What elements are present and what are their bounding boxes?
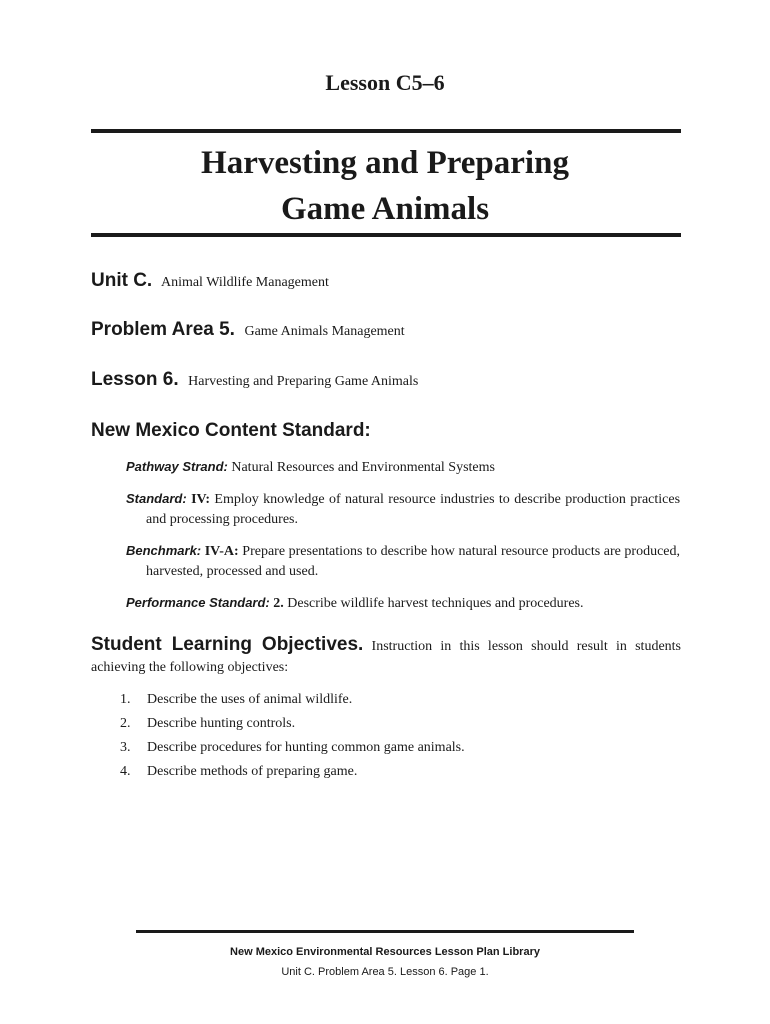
list-item-text: Describe hunting controls. bbox=[147, 716, 296, 731]
benchmark-item bbox=[126, 541, 680, 582]
unit-row bbox=[91, 270, 329, 292]
objectives-intro bbox=[91, 634, 681, 678]
unit-value: Animal Wildlife Management bbox=[160, 275, 329, 290]
title-bottom-rule bbox=[91, 233, 681, 237]
benchmark-value: Prepare presentations to describe how natural resource products are produced, harvested, processed and used. bbox=[146, 544, 681, 579]
title-line-2: Game Animals bbox=[280, 191, 490, 227]
benchmark-label: Benchmark: bbox=[126, 543, 202, 558]
list-item-text: Describe procedures for hunting common game animals. bbox=[147, 740, 465, 755]
standard-value: Employ knowledge of natural resource industries to describe production practices and processing procedures. bbox=[146, 492, 681, 527]
objectives-intro-text: Instruction in this lesson should result in students achieving the following objectives: bbox=[91, 639, 682, 675]
list-item bbox=[120, 736, 465, 760]
performance-value: Describe wildlife harvest techniques and procedures. bbox=[287, 596, 584, 611]
pathway-value: Natural Resources and Environmental Systems bbox=[231, 460, 495, 475]
title-top-rule bbox=[91, 129, 681, 133]
title-line-1: Harvesting and Preparing bbox=[201, 145, 569, 181]
problem-area-row bbox=[91, 319, 405, 341]
unit-label: Unit C. bbox=[91, 270, 153, 291]
list-item-number: 3. bbox=[120, 740, 131, 755]
performance-label: Performance Standard: bbox=[126, 595, 270, 610]
standard-item bbox=[126, 489, 680, 530]
lesson-label: Lesson 6. bbox=[91, 369, 179, 390]
problem-area-label: Problem Area 5. bbox=[91, 319, 235, 340]
objectives-heading: Student Learning Objectives. bbox=[91, 634, 364, 655]
footer-rule bbox=[136, 930, 634, 933]
objectives-list bbox=[120, 688, 465, 784]
list-item-text: Describe the uses of animal wildlife. bbox=[147, 692, 353, 707]
lesson-code: Lesson C5–6 bbox=[325, 70, 445, 95]
pathway-label: Pathway Strand: bbox=[126, 459, 228, 474]
lesson-value: Harvesting and Preparing Game Animals bbox=[188, 374, 419, 389]
performance-standard bbox=[126, 593, 680, 614]
list-item bbox=[120, 760, 465, 784]
list-item-number: 1. bbox=[120, 692, 131, 707]
footer-library: New Mexico Environmental Resources Lesson Plan Library bbox=[230, 946, 540, 958]
list-item-text: Describe methods of preparing game. bbox=[147, 764, 358, 779]
lesson-row bbox=[91, 369, 418, 391]
standard-label: Standard: bbox=[126, 491, 187, 506]
pathway-strand bbox=[126, 457, 680, 478]
problem-area-value: Game Animals Management bbox=[244, 324, 405, 339]
list-item-number: 4. bbox=[120, 764, 131, 779]
list-item bbox=[120, 688, 465, 712]
content-standard-heading: New Mexico Content Standard: bbox=[91, 420, 371, 441]
page-title bbox=[0, 140, 770, 232]
list-item-number: 2. bbox=[120, 716, 131, 731]
standard-code: IV: bbox=[191, 492, 211, 507]
footer-page-ref: Unit C. Problem Area 5. Lesson 6. Page 1. bbox=[281, 966, 489, 978]
benchmark-code: IV-A: bbox=[204, 544, 239, 559]
performance-code: 2. bbox=[273, 596, 284, 611]
list-item bbox=[120, 712, 465, 736]
